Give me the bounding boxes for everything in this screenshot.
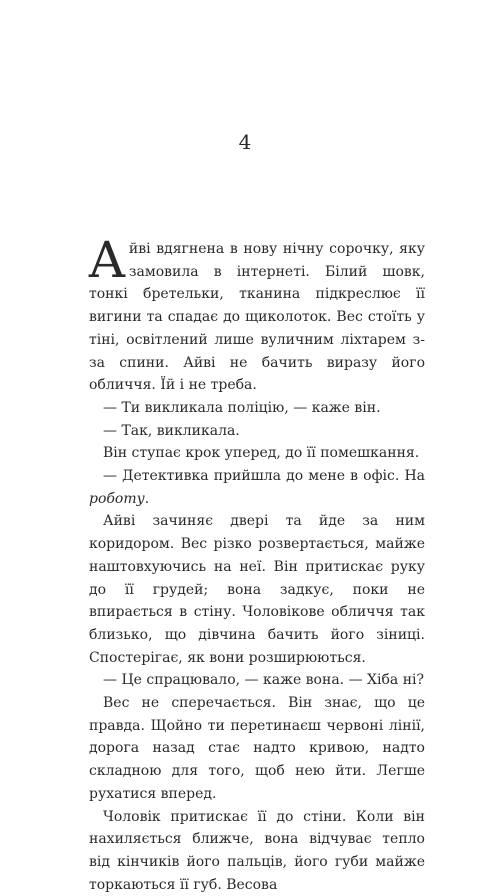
paragraph-3: — Так, викликала. <box>103 422 240 439</box>
paragraph-5-text: — Детективка прийшла до мене в офіс. На <box>103 468 425 485</box>
paragraph-5-end: . <box>144 490 150 507</box>
paragraph-2: — Ти викликала поліцію, — каже він. <box>103 399 381 416</box>
paragraph-1-text: йві вдягнена в нову нічну сорочку, яку замовила в інтернеті. Білий шовк, тонкі бретельки, тканина підкреслює її вигини та спадає до щиколоток. Вес стоїть у тіні, освітлений лише вуличним ліхтарем з-за спини. Айві не бачить виразу його обличчя. Їй і не треба. <box>89 241 425 394</box>
drop-cap: А <box>88 231 126 289</box>
paragraph-6: Айві зачиняє двері та йде за ним коридором. Вес різко розвертається, майже наштовхуючись на неї. Він притискає руку до її грудей; вона задкує, поки не впирається в стіну. Чоловікове обличчя так близько, що дівчина бачить його зіниці. Спостерігає, як вони розширюються. <box>89 513 425 666</box>
chapter-number: 4 <box>238 130 252 154</box>
paragraph-4: Він ступає крок уперед, до її помешкання. <box>103 445 420 462</box>
paragraph-7: — Це спрацювало, — каже вона. — Хіба ні? <box>103 672 425 689</box>
paragraph-1 <box>88 231 425 397</box>
paragraph-5-italic: роботу <box>89 490 145 507</box>
paragraph-9: Чоловік притискає її до стіни. Коли він нахиляється ближче, вона відчуває тепло від кінчиків його пальців, його губи майже торкаються її губ. Весова <box>89 808 425 893</box>
body-text <box>88 231 425 896</box>
paragraph-8: Вес не сперечається. Він знає, що це правда. Щойно ти перетинаєш червоні лінії, дорога назад стає надто кривою, надто складною для того, щоб нею йти. Легше рухатися вперед. <box>89 695 425 802</box>
paragraph-5 <box>89 465 425 510</box>
